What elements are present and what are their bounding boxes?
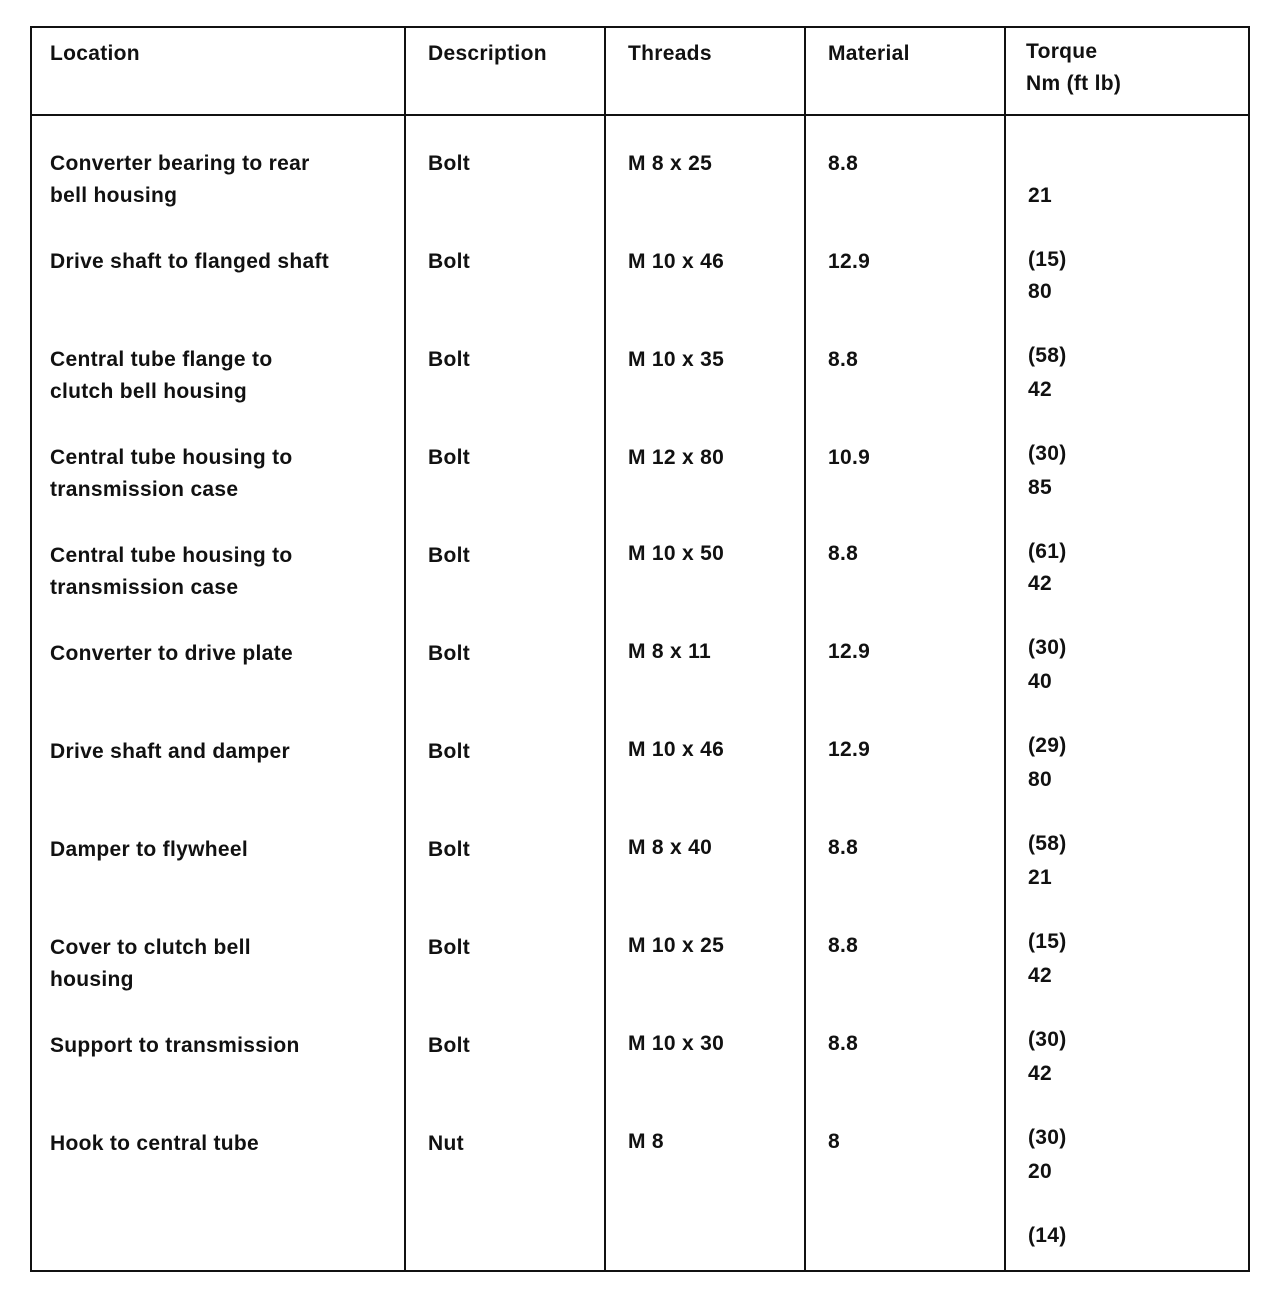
header-location: Location: [50, 42, 140, 65]
row-torque-nm: 80: [1028, 280, 1052, 303]
row-torque: [1028, 1124, 1067, 1284]
row-torque-nm: 42: [1028, 964, 1052, 987]
row-material: 8.8: [828, 836, 859, 859]
column-divider: [604, 28, 606, 1270]
row-material: 8.8: [828, 934, 859, 957]
row-location: Drive shaft to flanged shaft: [50, 250, 330, 273]
row-location: Central tube housing to transmission case: [50, 544, 293, 599]
row-torque-ftlb: (30): [1028, 442, 1067, 465]
header-torque: [1026, 36, 1121, 100]
row-torque-ftlb: (61): [1028, 540, 1067, 563]
row-threads: M 8 x 11: [628, 640, 711, 663]
row-description: Bolt: [428, 838, 471, 861]
row-material: 8.8: [828, 542, 859, 565]
row-threads: M 8 x 40: [628, 836, 713, 859]
row-description: Bolt: [428, 152, 471, 175]
row-material: 8: [828, 1130, 840, 1153]
header-torque-title: Torque: [1026, 40, 1098, 63]
row-material: 10.9: [828, 446, 871, 469]
row-torque-ftlb: (58): [1028, 832, 1067, 855]
row-location: Cover to clutch bell housing: [50, 936, 251, 991]
row-location: Central tube housing to transmission case: [50, 446, 293, 501]
row-description: Bolt: [428, 740, 471, 763]
row-torque-nm: 21: [1028, 184, 1052, 207]
row-threads: M 10 x 50: [628, 542, 725, 565]
row-description: Bolt: [428, 250, 471, 273]
row-description: Bolt: [428, 446, 471, 469]
row-description: Bolt: [428, 642, 471, 665]
row-threads: M 10 x 46: [628, 250, 725, 273]
row-location: Converter bearing to rear bell housing: [50, 152, 310, 207]
row-torque-ftlb: (14): [1028, 1224, 1067, 1247]
row-material: 12.9: [828, 640, 871, 663]
row-torque-nm: 21: [1028, 866, 1052, 889]
row-torque-nm: 40: [1028, 670, 1052, 693]
column-divider: [1004, 28, 1006, 1270]
row-description: Bolt: [428, 936, 471, 959]
row-threads: M 10 x 46: [628, 738, 725, 761]
row-threads: M 10 x 25: [628, 934, 725, 957]
row-threads: M 8 x 25: [628, 152, 713, 175]
row-description: Bolt: [428, 544, 471, 567]
row-torque-ftlb: (30): [1028, 1028, 1067, 1051]
header-torque-units: Nm (ft lb): [1026, 72, 1122, 95]
row-location: Central tube flange to clutch bell housing: [50, 348, 273, 403]
row-torque-nm: 42: [1028, 572, 1052, 595]
row-threads: M 10 x 30: [628, 1032, 725, 1055]
row-threads: M 8: [628, 1130, 664, 1153]
row-material: 12.9: [828, 738, 871, 761]
header-divider: [32, 114, 1248, 116]
row-location: Hook to central tube: [50, 1132, 260, 1155]
row-torque-nm: 42: [1028, 1062, 1052, 1085]
row-material: 8.8: [828, 348, 859, 371]
row-threads: M 12 x 80: [628, 446, 725, 469]
column-divider: [804, 28, 806, 1270]
torque-specification-table: [30, 26, 1250, 1272]
header-description: Description: [428, 42, 547, 65]
row-torque-nm: 85: [1028, 476, 1052, 499]
row-torque-ftlb: (30): [1028, 1126, 1067, 1149]
row-location: Converter to drive plate: [50, 642, 293, 665]
row-material: 8.8: [828, 1032, 859, 1055]
row-description: Nut: [428, 1132, 464, 1155]
row-torque-ftlb: (58): [1028, 344, 1067, 367]
row-location: Drive shaft and damper: [50, 740, 290, 763]
row-description: Bolt: [428, 1034, 471, 1057]
column-divider: [404, 28, 406, 1270]
row-torque-ftlb: (15): [1028, 248, 1067, 271]
row-torque-nm: 20: [1028, 1160, 1052, 1183]
row-location: Damper to flywheel: [50, 838, 248, 861]
header-material: Material: [828, 42, 910, 65]
row-torque-ftlb: (30): [1028, 636, 1067, 659]
row-torque-nm: 42: [1028, 378, 1052, 401]
row-description: Bolt: [428, 348, 471, 371]
row-material: 8.8: [828, 152, 859, 175]
row-threads: M 10 x 35: [628, 348, 725, 371]
header-threads: Threads: [628, 42, 712, 65]
row-torque-ftlb: (29): [1028, 734, 1067, 757]
row-location: Support to transmission: [50, 1034, 300, 1057]
row-torque-ftlb: (15): [1028, 930, 1067, 953]
row-material: 12.9: [828, 250, 871, 273]
row-torque-nm: 80: [1028, 768, 1052, 791]
